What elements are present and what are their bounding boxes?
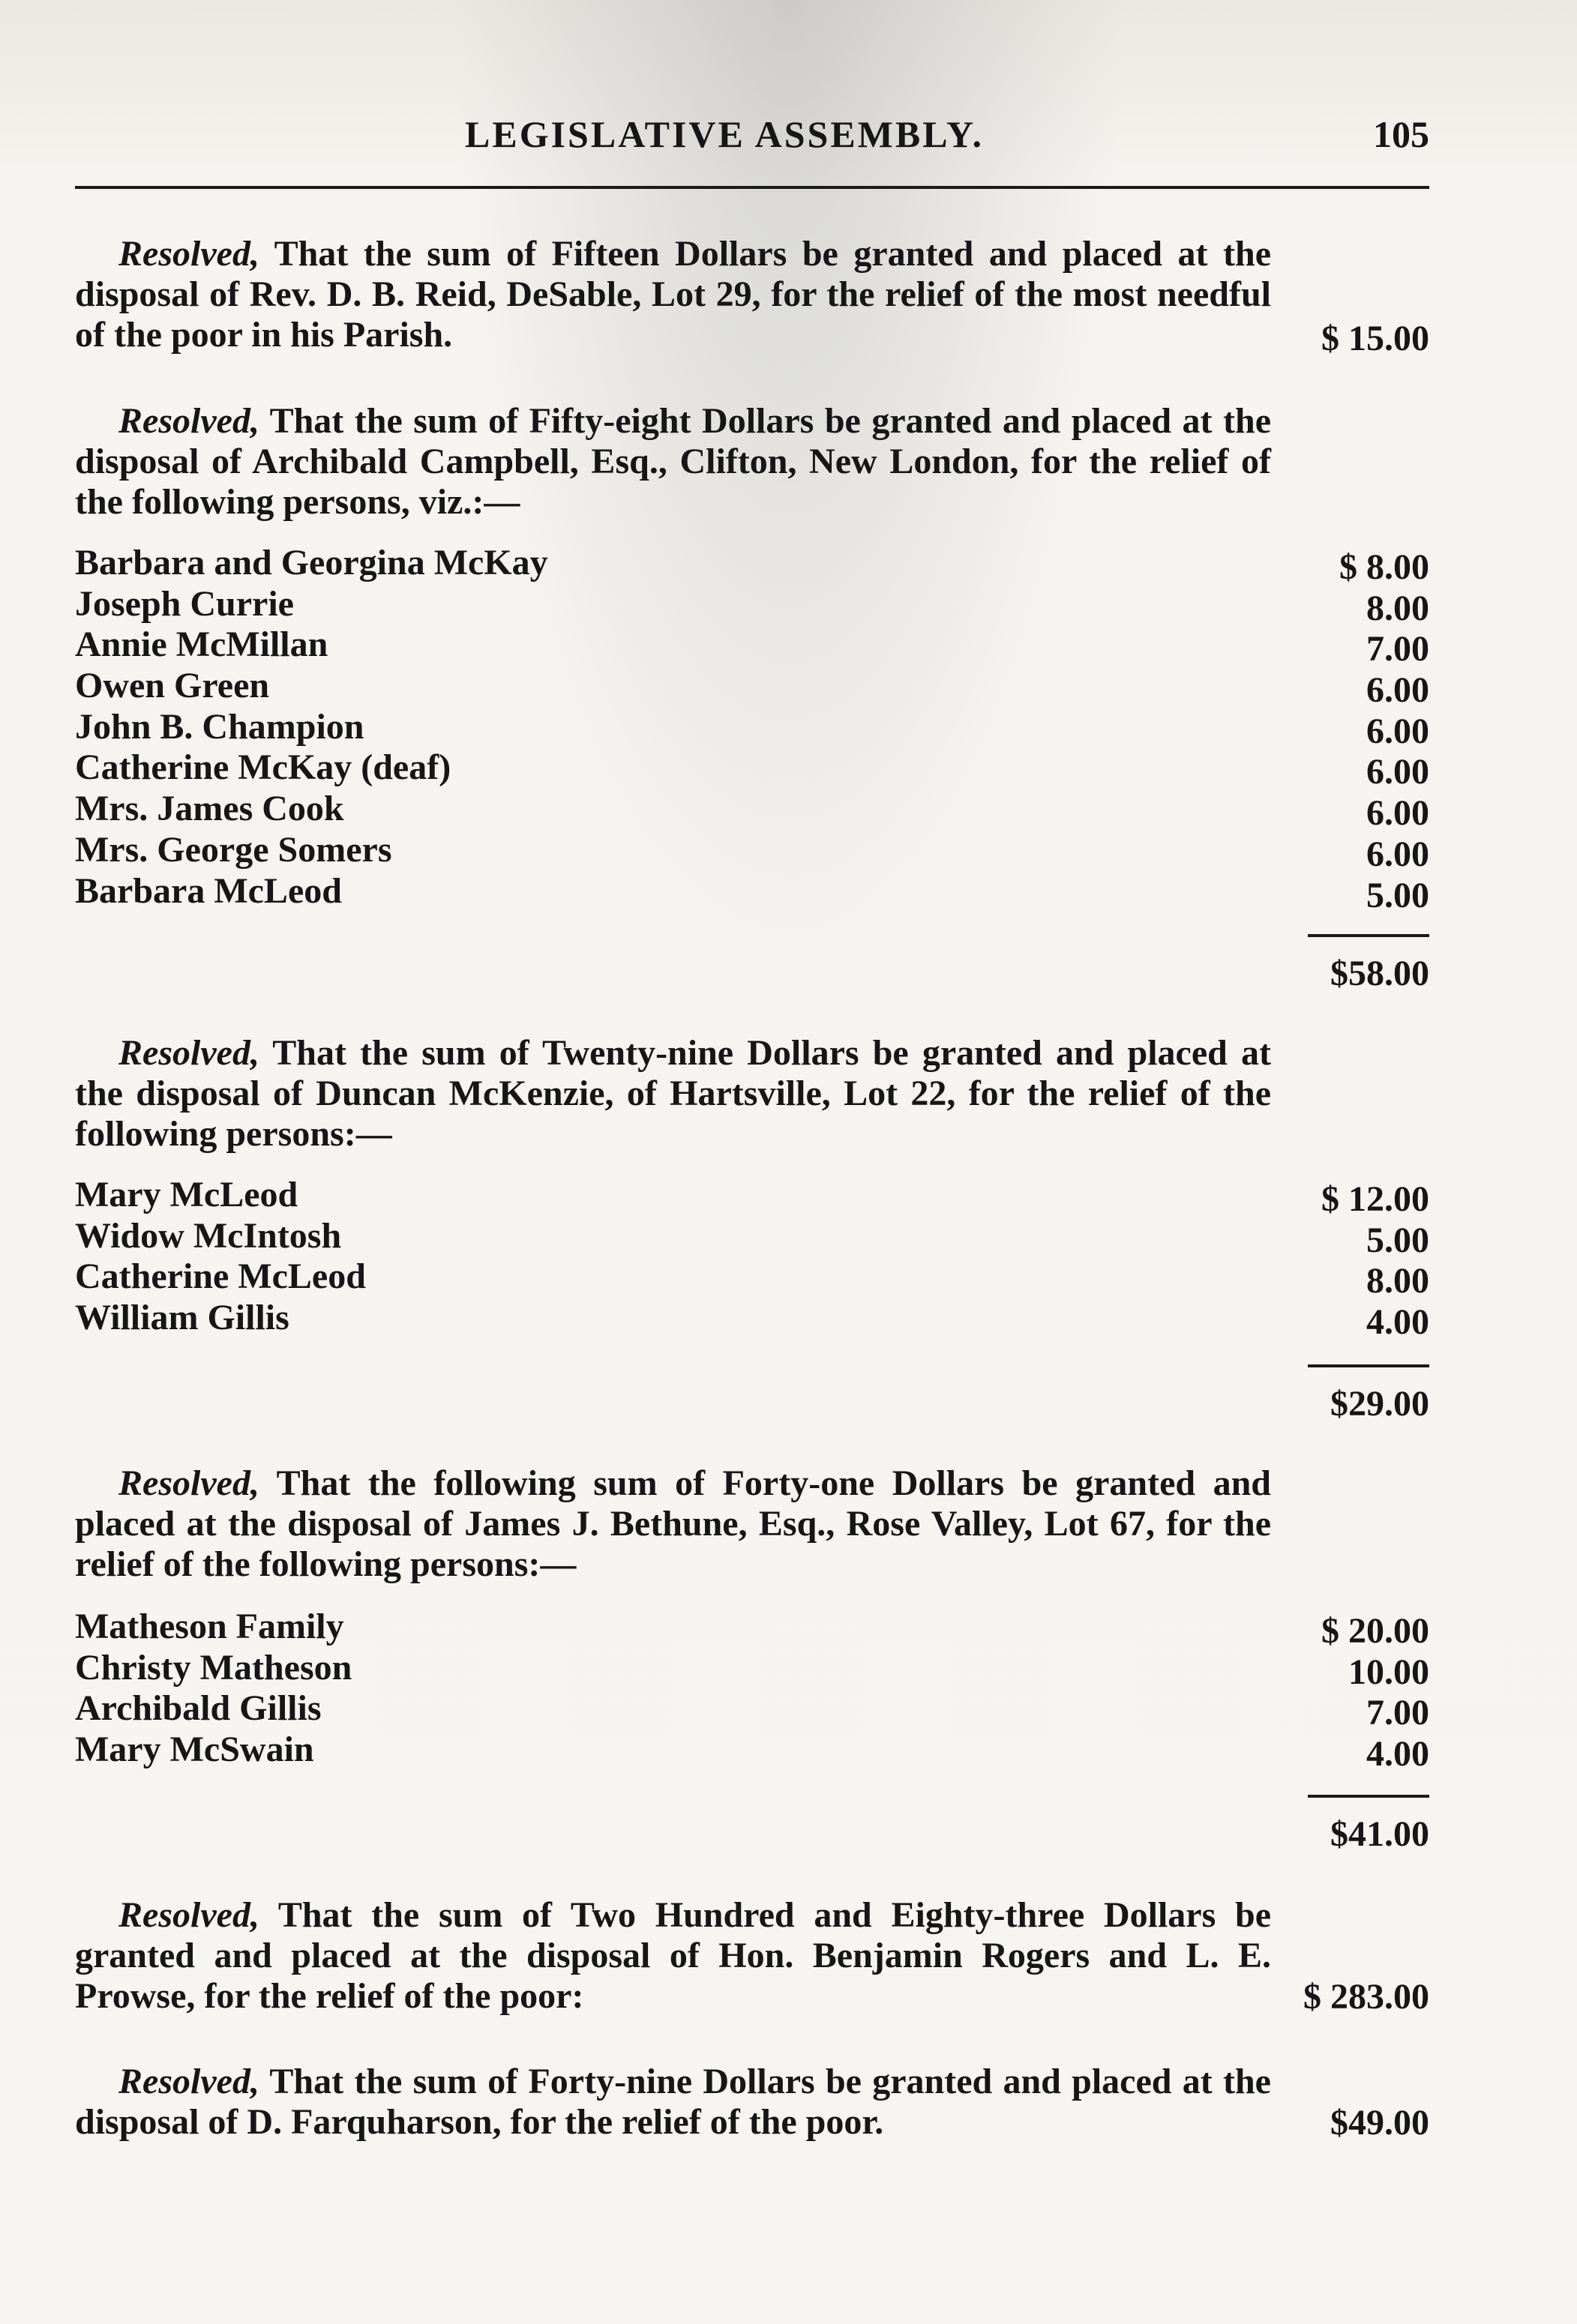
recipient-amount: 6.00 xyxy=(1366,752,1429,792)
recipient-amount: 10.00 xyxy=(1348,1652,1429,1692)
resolution-body: That the sum of Two Hundred and Eighty-three Dollars be granted and placed at the disposal of Hon. Benjamin Rogers and L. E. Prowse, for the relief of the poor: xyxy=(75,1895,1271,2016)
relief-list xyxy=(75,1606,1429,1774)
resolved-word: Resolved, xyxy=(118,401,259,441)
recipient-name: Owen Green xyxy=(75,666,270,706)
resolution-body: That the sum of Twenty-nine Dollars be granted and placed at the disposal of Duncan McKenzie, of Hartsville, Lot 22, for the relief of the following persons:— xyxy=(75,1033,1271,1154)
resolution-mckenzie xyxy=(75,1033,1429,1430)
recipient-name: Joseph Currie xyxy=(75,583,294,624)
recipient-name: Mrs. George Somers xyxy=(75,829,392,870)
recipient-name: Barbara and Georgina McKay xyxy=(75,543,548,582)
section-total: $41.00 xyxy=(1330,1814,1429,1854)
recipient-name: William Gillis xyxy=(75,1298,289,1338)
recipient-name: Mary McLeod xyxy=(75,1175,298,1214)
recipient-amount: 6.00 xyxy=(1366,793,1429,834)
total-rule xyxy=(1308,1364,1429,1367)
recipient-amount: 7.00 xyxy=(1366,629,1429,669)
recipient-amount: 6.00 xyxy=(1366,711,1429,751)
recipient-amount: $ 20.00 xyxy=(1321,1611,1429,1651)
resolved-word: Resolved, xyxy=(118,1033,259,1073)
resolution-body: That the following sum of Forty-one Dollars be granted and placed at the disposal of James J. Bethune, Esq., Rose Valley, Lot 67, for the relief of the following persons:— xyxy=(75,1463,1271,1584)
recipient-amount: 8.00 xyxy=(1366,1261,1429,1301)
recipient-name: Widow McIntosh xyxy=(75,1215,342,1256)
resolution-campbell xyxy=(75,401,1429,993)
section-total: $58.00 xyxy=(1330,954,1429,993)
resolution-bethune xyxy=(75,1463,1429,1861)
resolved-word: Resolved, xyxy=(118,1895,259,1935)
resolution-farquharson xyxy=(75,2062,1429,2152)
recipient-name: Archibald Gillis xyxy=(75,1688,322,1729)
resolution-amount: $ 283.00 xyxy=(1303,1977,1429,2017)
recipient-name: Matheson Family xyxy=(75,1607,344,1646)
resolution-amount: $ 15.00 xyxy=(1321,319,1429,358)
resolved-word: Resolved, xyxy=(118,234,259,274)
recipient-name: Catherine McKay (deaf) xyxy=(75,747,451,788)
header-rule xyxy=(75,186,1429,189)
list-item xyxy=(75,747,1429,792)
recipient-amount: 5.00 xyxy=(1366,1220,1429,1260)
list-item xyxy=(75,1297,1429,1343)
list-item xyxy=(75,829,1429,874)
resolution-text xyxy=(75,2062,1271,2143)
running-head xyxy=(75,112,1429,165)
list-item xyxy=(75,1606,1429,1651)
recipient-amount: 8.00 xyxy=(1366,588,1429,628)
relief-list xyxy=(75,1174,1429,1343)
resolution-text xyxy=(75,1033,1271,1155)
resolution-text xyxy=(75,234,1271,355)
resolution-body: That the sum of Fifteen Dollars be granted and placed at the disposal of Rev. D. B. Reid, DeSable, Lot 29, for the relief of the most needful of the poor in his Parish. xyxy=(75,234,1272,355)
recipient-amount: 6.00 xyxy=(1366,834,1429,874)
resolution-text xyxy=(75,1463,1271,1585)
list-item xyxy=(75,1647,1429,1692)
recipient-name: Annie McMillan xyxy=(75,624,328,665)
page-title: LEGISLATIVE ASSEMBLY. xyxy=(465,113,985,155)
resolved-word: Resolved, xyxy=(118,2062,259,2101)
recipient-amount: 4.00 xyxy=(1366,1734,1429,1774)
list-item xyxy=(75,1174,1429,1219)
recipient-amount: 6.00 xyxy=(1366,670,1429,711)
resolution-reid xyxy=(75,234,1429,361)
recipient-amount: 4.00 xyxy=(1366,1302,1429,1343)
recipient-name: Barbara McLeod xyxy=(75,870,342,911)
resolution-body: That the sum of Forty-nine Dollars be granted and placed at the disposal of D. Farquharson, for the relief of the poor. xyxy=(75,2062,1271,2142)
list-item xyxy=(75,706,1429,751)
list-item xyxy=(75,583,1429,628)
resolution-body: That the sum of Fifty-eight Dollars be granted and placed at the disposal of Archibald Campbell, Esq., Clifton, New London, for the relief of the following persons, viz.:— xyxy=(75,401,1272,522)
list-item xyxy=(75,1729,1429,1774)
recipient-amount: $ 12.00 xyxy=(1321,1179,1429,1219)
resolution-amount: $49.00 xyxy=(1330,2103,1429,2143)
recipient-amount: 7.00 xyxy=(1366,1693,1429,1733)
recipient-name: Christy Matheson xyxy=(75,1647,352,1688)
list-item xyxy=(75,665,1429,711)
list-item xyxy=(75,542,1429,587)
relief-list xyxy=(75,542,1429,915)
total-rule xyxy=(1308,934,1429,937)
total-rule xyxy=(1308,1795,1429,1798)
list-item xyxy=(75,1688,1429,1733)
list-item xyxy=(75,1256,1429,1301)
resolution-rogers-prowse xyxy=(75,1895,1429,2023)
list-item xyxy=(75,1215,1429,1260)
list-item xyxy=(75,870,1429,915)
list-item xyxy=(75,788,1429,834)
recipient-name: Mrs. James Cook xyxy=(75,789,344,829)
recipient-amount: $ 8.00 xyxy=(1339,547,1429,587)
recipient-name: Catherine McLeod xyxy=(75,1256,366,1297)
section-total: $29.00 xyxy=(1330,1384,1429,1424)
list-item xyxy=(75,624,1429,669)
recipient-name: Mary McSwain xyxy=(75,1730,314,1770)
resolution-text xyxy=(75,401,1271,523)
resolution-text xyxy=(75,1895,1271,2017)
resolved-word: Resolved, xyxy=(118,1463,259,1503)
page-number: 105 xyxy=(1373,113,1429,155)
recipient-amount: 5.00 xyxy=(1366,875,1429,915)
recipient-name: John B. Champion xyxy=(75,706,364,747)
